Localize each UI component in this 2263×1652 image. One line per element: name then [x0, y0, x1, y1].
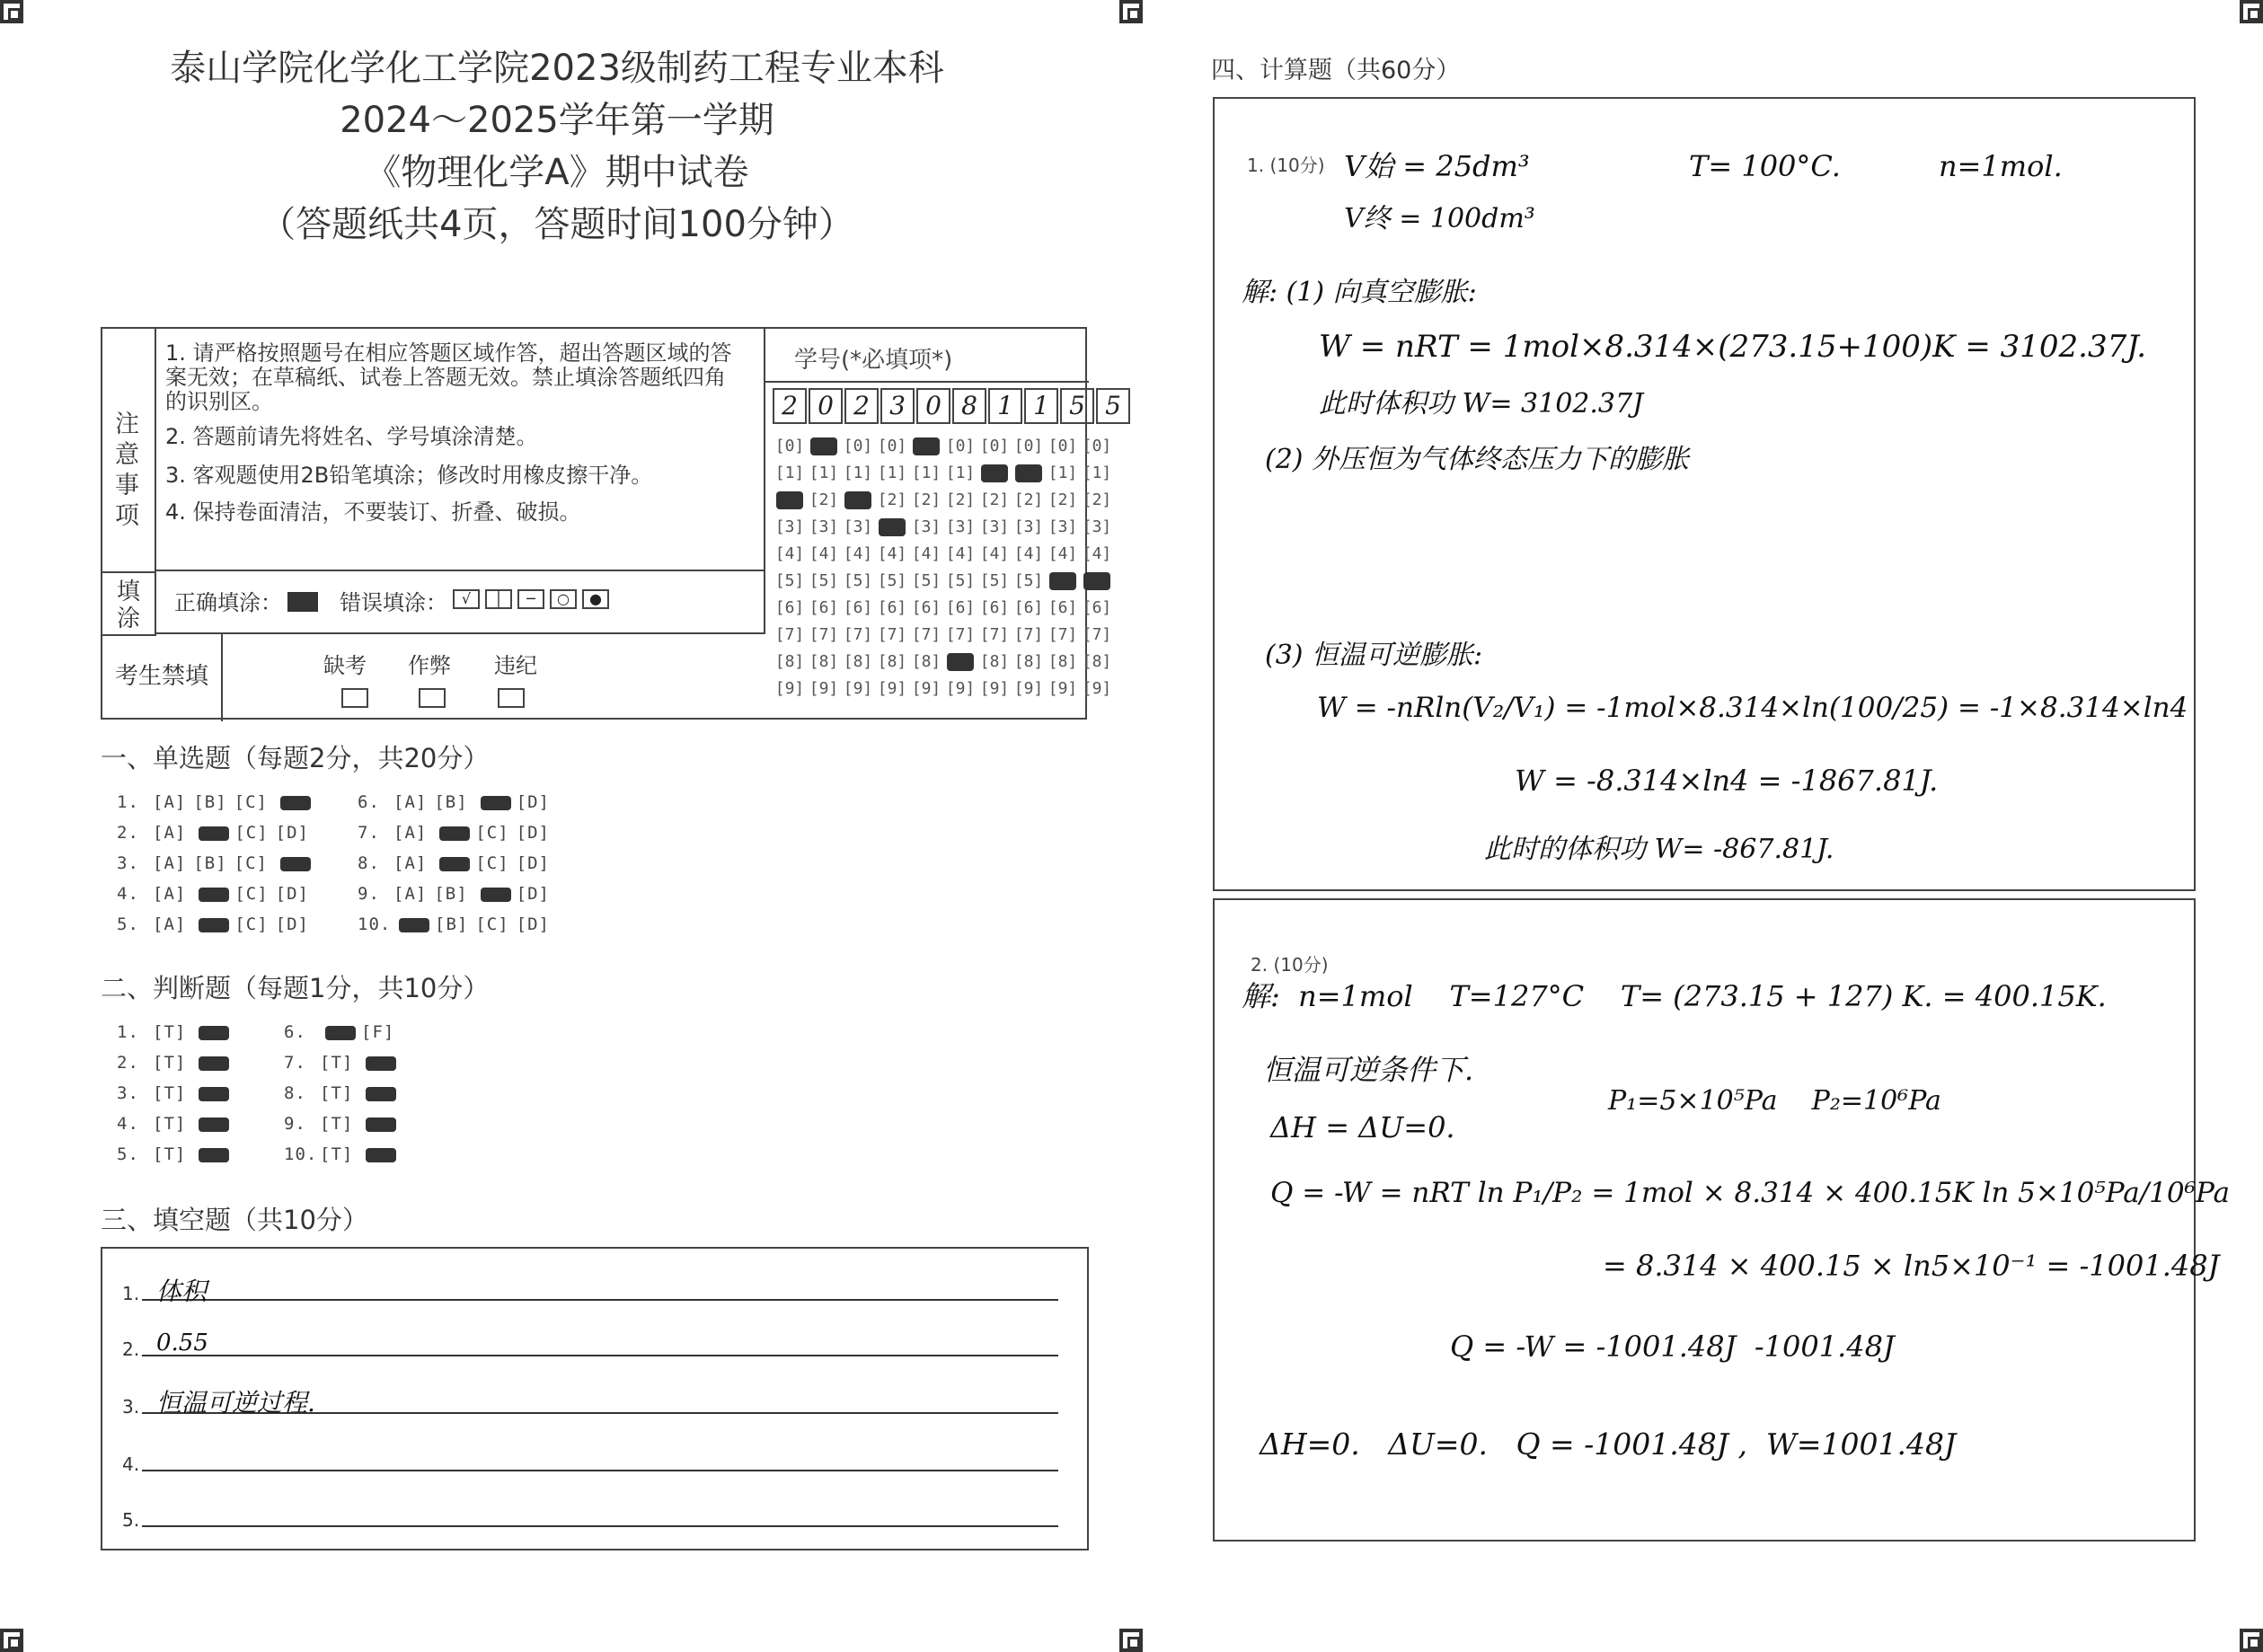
- wrong-mark-dash: ─: [517, 589, 544, 609]
- exam-label: 考生禁填: [115, 663, 209, 690]
- student-id-bubble[interactable]: [0]: [1013, 437, 1044, 455]
- question-number: 8.: [284, 1083, 306, 1103]
- question-number: 10.: [284, 1144, 318, 1164]
- question-number: 7.: [284, 1053, 306, 1073]
- calc-q2-box: [1213, 898, 2230, 1542]
- student-id-digit: 0: [809, 388, 843, 424]
- student-id-bubble[interactable]: [5]: [979, 571, 1010, 590]
- header-line-1: 泰山学院化学化工学院2023级制药工程专业本科: [170, 48, 944, 89]
- student-id-bubble[interactable]: [0]: [1082, 437, 1112, 455]
- student-id-bubble[interactable]: [8]: [877, 652, 907, 671]
- student-id-digits: [773, 388, 1132, 424]
- header-line-3: 《物理化学A》期中试卷: [365, 152, 749, 193]
- question-row: [284, 1109, 402, 1139]
- student-id-bubble[interactable]: [1]: [1048, 464, 1078, 482]
- student-id-bubble[interactable]: [1]: [1082, 464, 1112, 482]
- student-id-bubbles: [773, 433, 1114, 702]
- answer-bubble-filled[interactable]: [366, 1148, 396, 1162]
- calc-q1-box: [1213, 97, 2196, 891]
- student-id-bubble[interactable]: [943, 649, 977, 676]
- answer-bubble-filled[interactable]: [199, 826, 229, 841]
- answer-bubble-filled[interactable]: [199, 918, 229, 932]
- question-row: [117, 1017, 234, 1047]
- answer-bubble-filled[interactable]: [199, 1026, 229, 1040]
- student-id-bubble[interactable]: [5]: [843, 571, 873, 590]
- q1-line-4: V终 = 100dm³: [1344, 203, 1535, 234]
- student-id-bubble[interactable]: [6]: [1082, 598, 1112, 617]
- correct-fill-mark: [287, 592, 318, 612]
- header-line-2: 2024～2025学年第一学期: [340, 100, 774, 141]
- notice-item-4: 4. 保持卷面清洁，不要装订、折叠、破损。: [165, 499, 581, 525]
- correct-fill-label: 正确填涂：: [174, 590, 282, 615]
- answer-bubble[interactable]: [T]: [153, 1022, 187, 1042]
- student-id-bubble[interactable]: [8]: [1013, 652, 1044, 671]
- question-number: 9.: [284, 1114, 306, 1134]
- corner-mark-bm: [1119, 1629, 1143, 1652]
- blank-4-num: 4.: [122, 1453, 140, 1475]
- answer-bubble[interactable]: [A]: [153, 884, 187, 904]
- student-id-bubble[interactable]: [6]: [809, 598, 839, 617]
- student-id-bubble[interactable]: [7]: [945, 625, 976, 644]
- student-id-bubble[interactable]: [7]: [979, 625, 1010, 644]
- student-id-bubble[interactable]: [9]: [911, 679, 941, 698]
- answer-bubble[interactable]: [T]: [153, 1053, 187, 1073]
- question-number: 3.: [117, 1083, 139, 1103]
- q2-line-7: Q = -W = -1001.48J -1001.48J: [1450, 1330, 1895, 1364]
- student-id-digit: 5: [1060, 388, 1094, 424]
- student-id-bubble[interactable]: [8]: [1048, 652, 1078, 671]
- blank-1-num: 1.: [122, 1283, 140, 1304]
- answer-bubble[interactable]: [F]: [361, 1022, 395, 1042]
- answer-bubble[interactable]: [B]: [434, 792, 468, 812]
- corner-mark-tl: [0, 0, 23, 23]
- answer-bubble-filled[interactable]: [199, 1087, 229, 1101]
- wrong-mark-check: √: [453, 589, 480, 609]
- student-id-bubble[interactable]: [5]: [1013, 571, 1044, 590]
- answer-bubble[interactable]: [T]: [320, 1114, 354, 1134]
- student-id-bubble[interactable]: [2]: [911, 490, 941, 509]
- student-id-bubble[interactable]: [3]: [1082, 517, 1112, 536]
- student-id-bubble[interactable]: [7]: [843, 625, 873, 644]
- question-number: 5.: [117, 1144, 139, 1164]
- answer-bubble[interactable]: [A]: [393, 884, 428, 904]
- student-id-bubble[interactable]: [7]: [1082, 625, 1112, 644]
- student-id-digit: 3: [880, 388, 915, 424]
- student-id-bubble[interactable]: [6]: [1013, 598, 1044, 617]
- student-id-bubble[interactable]: [4]: [774, 544, 805, 563]
- student-id-bubble[interactable]: [909, 433, 943, 460]
- judge-col2: [284, 1017, 402, 1170]
- student-id-bubble[interactable]: [3]: [774, 517, 805, 536]
- student-id-bubble[interactable]: [0]: [843, 437, 873, 455]
- student-id-bubble[interactable]: [4]: [1048, 544, 1078, 563]
- corner-mark-br: [2240, 1629, 2263, 1652]
- wrong-mark-dot: ●: [582, 589, 609, 609]
- question-row: [117, 817, 316, 848]
- absent-label: 缺考: [323, 653, 367, 678]
- question-number: 10.: [358, 914, 392, 934]
- question-row: [117, 909, 316, 940]
- q1-line-7: 此时体积功 W= 3102.37J: [1319, 388, 1644, 420]
- student-id-bubble[interactable]: [8]: [1082, 652, 1112, 671]
- q2-line-3: P₁=5×10⁵Pa P₂=10⁶Pa: [1608, 1085, 1941, 1117]
- student-id-bubble[interactable]: [8]: [979, 652, 1010, 671]
- wrong-mark-circle: ○: [550, 589, 577, 609]
- student-id-bubble[interactable]: [2]: [945, 490, 976, 509]
- student-id-bubble[interactable]: [1]: [877, 464, 907, 482]
- answer-bubble[interactable]: [A]: [153, 914, 187, 934]
- question-number: 1.: [117, 792, 139, 812]
- q1-line-8: (2) 外压恒为气体终态压力下的膨胀: [1265, 444, 1690, 475]
- student-id-bubble[interactable]: [6]: [774, 598, 805, 617]
- single-choice-col1: [117, 787, 316, 940]
- answer-bubble[interactable]: [A]: [153, 853, 187, 873]
- answer-bubble[interactable]: [D]: [516, 853, 550, 873]
- q1-line-5: 解: (1) 向真空膨胀:: [1242, 277, 1477, 308]
- question-row: [117, 848, 316, 879]
- answer-bubble-filled[interactable]: [199, 1148, 229, 1162]
- header-line-4: （答题纸共4页，答题时间100分钟）: [260, 204, 854, 245]
- student-id-bubble[interactable]: [0]: [979, 437, 1010, 455]
- answer-bubble-filled[interactable]: [199, 1118, 229, 1132]
- student-id-bubble[interactable]: [6]: [1048, 598, 1078, 617]
- notice-item-2: 2. 答题前请先将姓名、学号填涂清楚。: [165, 424, 538, 449]
- question-row: [358, 787, 557, 817]
- answer-bubble-filled[interactable]: [439, 826, 470, 841]
- student-id-bubble[interactable]: [5]: [945, 571, 976, 590]
- student-id-bubble[interactable]: [977, 460, 1012, 487]
- notice-label: 注意事项: [115, 411, 139, 530]
- section3-title: 三、填空题（共10分）: [101, 1205, 368, 1235]
- student-id-bubble[interactable]: [2]: [1082, 490, 1112, 509]
- answer-bubble[interactable]: [A]: [393, 792, 428, 812]
- student-id-bubble[interactable]: [6]: [911, 598, 941, 617]
- student-id-bubble[interactable]: [0]: [774, 437, 805, 455]
- answer-bubble-filled[interactable]: [366, 1056, 396, 1071]
- student-id-bubble[interactable]: [0]: [1048, 437, 1078, 455]
- student-id-bubble[interactable]: [2]: [809, 490, 839, 509]
- corner-mark-tr: [2240, 0, 2263, 23]
- answer-bubble[interactable]: [C]: [475, 823, 509, 843]
- student-id-bubble[interactable]: [8]: [843, 652, 873, 671]
- student-id-bubble[interactable]: [1080, 568, 1114, 595]
- student-id-bubble[interactable]: [3]: [843, 517, 873, 536]
- cheat-label: 作弊: [408, 653, 451, 678]
- wrong-fill-label: 错误填涂：: [340, 590, 447, 615]
- student-id-bubble[interactable]: [875, 514, 909, 541]
- question-number: 8.: [358, 853, 380, 873]
- student-id-bubble[interactable]: [0]: [877, 437, 907, 455]
- blank-5-num: 5.: [122, 1509, 140, 1531]
- question-row: [117, 879, 316, 909]
- violation-checkbox[interactable]: [498, 688, 525, 708]
- notice-item-3: 3. 客观题使用2B铅笔填涂；修改时用橡皮擦干净。: [165, 463, 653, 488]
- q2-line-8: ΔH=0. ΔU=0. Q = -1001.48J , W=1001.48J: [1260, 1427, 1957, 1462]
- answer-bubble[interactable]: [D]: [516, 823, 550, 843]
- student-id-bubble[interactable]: [3]: [1013, 517, 1044, 536]
- blank-3-answer: 恒温可逆过程.: [156, 1388, 315, 1418]
- student-id-bubble[interactable]: [8]: [809, 652, 839, 671]
- absent-checkbox[interactable]: [341, 688, 368, 708]
- answer-bubble-filled[interactable]: [199, 1056, 229, 1071]
- answer-bubble[interactable]: [A]: [153, 792, 187, 812]
- student-id-bubble[interactable]: [3]: [979, 517, 1010, 536]
- question-number: 4.: [117, 884, 139, 904]
- answer-bubble-filled[interactable]: [366, 1118, 396, 1132]
- student-id-digit: 2: [844, 388, 879, 424]
- blank-1-answer: 体积: [156, 1277, 208, 1306]
- question-number: 9.: [358, 884, 380, 904]
- student-id-bubble[interactable]: [773, 487, 807, 514]
- student-id-bubble[interactable]: [7]: [877, 625, 907, 644]
- student-id-bubble[interactable]: [4]: [945, 544, 976, 563]
- answer-bubble[interactable]: [A]: [153, 823, 187, 843]
- fill-label: 填涂: [117, 579, 141, 632]
- answer-bubble[interactable]: [C]: [234, 884, 269, 904]
- notice-item-1: 1. 请严格按照题号在相应答题区域作答，超出答题区域的答案无效；在草稿纸、试卷上答题无效。禁止填涂答题纸四角的识别区。: [165, 340, 732, 414]
- corner-mark-bl: [0, 1629, 23, 1652]
- answer-bubble[interactable]: [B]: [193, 792, 227, 812]
- student-id-bubble[interactable]: [2]: [877, 490, 907, 509]
- answer-bubble[interactable]: [C]: [234, 792, 268, 812]
- answer-bubble[interactable]: [D]: [516, 914, 550, 934]
- q1-line-9: (3) 恒温可逆膨胀:: [1265, 640, 1483, 671]
- student-id-bubble[interactable]: [5]: [877, 571, 907, 590]
- student-id-bubble[interactable]: [3]: [1048, 517, 1078, 536]
- question-number: 5.: [117, 914, 139, 934]
- question-number: 7.: [358, 823, 380, 843]
- answer-bubble[interactable]: [C]: [234, 823, 269, 843]
- answer-bubble[interactable]: [T]: [153, 1144, 187, 1164]
- student-id-bubble[interactable]: [9]: [945, 679, 976, 698]
- question-row: [117, 1109, 234, 1139]
- student-id-bubble[interactable]: [2]: [979, 490, 1010, 509]
- answer-bubble[interactable]: [D]: [275, 914, 309, 934]
- question-row: [358, 879, 557, 909]
- answer-bubble-filled[interactable]: [199, 888, 229, 902]
- question-number: 2.: [117, 823, 139, 843]
- student-id-bubble[interactable]: [4]: [1013, 544, 1044, 563]
- student-id-bubble[interactable]: [1]: [945, 464, 976, 482]
- question-number: 2.: [117, 1053, 139, 1073]
- student-id-bubble[interactable]: [9]: [1082, 679, 1112, 698]
- question-row: [117, 1047, 234, 1078]
- student-id-bubble[interactable]: [6]: [843, 598, 873, 617]
- notice-box: [101, 327, 1121, 720]
- student-id-bubble[interactable]: [9]: [774, 679, 805, 698]
- q2-line-4: ΔH = ΔU=0.: [1270, 1110, 1455, 1144]
- student-id-bubble[interactable]: [4]: [1082, 544, 1112, 563]
- q2-line-2: 恒温可逆条件下.: [1263, 1053, 1474, 1087]
- student-id-bubble[interactable]: [2]: [1013, 490, 1044, 509]
- student-id-bubble[interactable]: [1]: [911, 464, 941, 482]
- student-id-bubble[interactable]: [6]: [877, 598, 907, 617]
- student-id-bubble[interactable]: [3]: [911, 517, 941, 536]
- wrong-mark-bar: │: [485, 589, 512, 609]
- student-id-bubble[interactable]: [9]: [809, 679, 839, 698]
- student-id-bubble[interactable]: [6]: [945, 598, 976, 617]
- answer-bubble-filled[interactable]: [399, 918, 429, 932]
- answer-bubble-filled[interactable]: [481, 796, 511, 810]
- q1-line-10: W = -nRln(V₂/V₁) = -1mol×8.314×ln(100/25) = -1×8.314×ln4: [1317, 692, 2188, 724]
- student-id-digit: 1: [988, 388, 1022, 424]
- student-id-digit: 0: [916, 388, 950, 424]
- student-id-digit: 8: [952, 388, 986, 424]
- student-id-bubble[interactable]: [9]: [979, 679, 1010, 698]
- answer-bubble[interactable]: [B]: [435, 914, 469, 934]
- question-row: [284, 1047, 402, 1078]
- single-choice-col2: [358, 787, 557, 940]
- answer-bubble[interactable]: [A]: [393, 853, 428, 873]
- answer-bubble[interactable]: [C]: [234, 853, 268, 873]
- answer-bubble[interactable]: [C]: [475, 914, 509, 934]
- q1-line-12: 此时的体积功 W= -867.81J.: [1484, 834, 1834, 865]
- section4-title: 四、计算题（共60分）: [1211, 57, 1461, 84]
- student-id-bubble[interactable]: [4]: [979, 544, 1010, 563]
- student-id-bubble[interactable]: [8]: [911, 652, 941, 671]
- question-row: [358, 909, 557, 940]
- answer-bubble[interactable]: [D]: [275, 884, 309, 904]
- student-id-bubble[interactable]: [4]: [911, 544, 941, 563]
- student-id-bubble[interactable]: [5]: [774, 571, 805, 590]
- blank-3-num: 3.: [122, 1396, 140, 1418]
- student-id-bubble[interactable]: [7]: [911, 625, 941, 644]
- student-id-bubble[interactable]: [4]: [877, 544, 907, 563]
- student-id-bubble[interactable]: [9]: [1013, 679, 1044, 698]
- question-row: [117, 787, 316, 817]
- student-id-bubble[interactable]: [4]: [809, 544, 839, 563]
- cheat-checkbox[interactable]: [419, 688, 446, 708]
- q1-line-11: W = -8.314×ln4 = -1867.81J.: [1515, 764, 1939, 798]
- student-id-label: 学号(*必填项*): [794, 347, 953, 374]
- section2-title: 二、判断题（每题1分，共10分）: [101, 973, 490, 1003]
- student-id-bubble[interactable]: [5]: [911, 571, 941, 590]
- answer-bubble[interactable]: [D]: [516, 884, 550, 904]
- answer-bubble-filled[interactable]: [280, 796, 311, 810]
- student-id-bubble[interactable]: [9]: [1048, 679, 1078, 698]
- question-row: [117, 1078, 234, 1109]
- answer-bubble[interactable]: [D]: [516, 792, 550, 812]
- q2-line-5: Q = -W = nRT ln P₁/P₂ = 1mol × 8.314 × 400.15K ln 5×10⁵Pa/10⁶Pa: [1270, 1177, 2230, 1209]
- answer-bubble[interactable]: [B]: [434, 884, 468, 904]
- q1-line-3: n=1mol.: [1939, 149, 2063, 183]
- student-id-bubble[interactable]: [1012, 460, 1046, 487]
- answer-bubble[interactable]: [D]: [275, 823, 309, 843]
- student-id-bubble[interactable]: [1]: [843, 464, 873, 482]
- student-id-bubble[interactable]: [0]: [945, 437, 976, 455]
- student-id-bubble[interactable]: [7]: [1013, 625, 1044, 644]
- question-row: [358, 817, 557, 848]
- student-id-bubble[interactable]: [8]: [774, 652, 805, 671]
- corner-mark-tm: [1119, 0, 1143, 23]
- answer-bubble-filled[interactable]: [481, 888, 511, 902]
- student-id-bubble[interactable]: [5]: [809, 571, 839, 590]
- student-id-bubble[interactable]: [4]: [843, 544, 873, 563]
- student-id-bubble[interactable]: [3]: [809, 517, 839, 536]
- student-id-digit: 2: [773, 388, 807, 424]
- violation-label: 违纪: [494, 653, 537, 678]
- student-id-bubble[interactable]: [9]: [843, 679, 873, 698]
- student-id-bubble[interactable]: [841, 487, 875, 514]
- question-number: 6.: [358, 792, 380, 812]
- question-row: [358, 848, 557, 879]
- answer-bubble[interactable]: [B]: [193, 853, 227, 873]
- question-row: [117, 1139, 234, 1170]
- student-id-bubble[interactable]: [6]: [979, 598, 1010, 617]
- answer-bubble[interactable]: [T]: [320, 1144, 354, 1164]
- q1-line-2: T= 100°C.: [1689, 149, 1841, 183]
- answer-bubble[interactable]: [T]: [153, 1114, 187, 1134]
- student-id-bubble[interactable]: [807, 433, 841, 460]
- student-id-bubble[interactable]: [7]: [774, 625, 805, 644]
- blank-2-answer: 0.55: [156, 1330, 208, 1356]
- blank-2-num: 2.: [122, 1338, 140, 1360]
- section1-title: 一、单选题（每题2分，共20分）: [101, 743, 490, 773]
- q1-line-1: V始 = 25dm³: [1344, 149, 1530, 183]
- student-id-bubble[interactable]: [3]: [945, 517, 976, 536]
- answer-bubble[interactable]: [T]: [320, 1053, 354, 1073]
- answer-bubble-filled[interactable]: [439, 857, 470, 871]
- student-id-digit: 5: [1096, 388, 1130, 424]
- student-id-bubble[interactable]: [7]: [809, 625, 839, 644]
- student-id-bubble[interactable]: [9]: [877, 679, 907, 698]
- answer-bubble[interactable]: [T]: [320, 1083, 354, 1103]
- answer-bubble[interactable]: [A]: [393, 823, 428, 843]
- student-id-bubble[interactable]: [2]: [1048, 490, 1078, 509]
- question-number: 4.: [117, 1114, 139, 1134]
- question-row: [284, 1078, 402, 1109]
- answer-bubble-filled[interactable]: [280, 857, 311, 871]
- q2-label: 2. (10分): [1251, 954, 1329, 976]
- student-id-digit: 1: [1024, 388, 1058, 424]
- question-row: [284, 1017, 402, 1047]
- answer-bubble[interactable]: [T]: [153, 1083, 187, 1103]
- q1-label: 1. (10分): [1247, 155, 1325, 176]
- q2-line-6: = 8.314 × 400.15 × ln5×10⁻¹ = -1001.48J: [1603, 1249, 2220, 1283]
- question-number: 6.: [284, 1022, 306, 1042]
- question-row: [284, 1139, 402, 1170]
- student-id-bubble[interactable]: [1]: [809, 464, 839, 482]
- q2-line-1: 解: n=1mol T=127°C T= (273.15 + 127) K. = 400.15K.: [1242, 979, 2107, 1013]
- answer-bubble-filled[interactable]: [325, 1026, 356, 1040]
- q1-line-6: W = nRT = 1mol×8.314×(273.15+100)K = 3102.37J.: [1319, 329, 2147, 365]
- question-number: 3.: [117, 853, 139, 873]
- fill-blank-box: [101, 1247, 1089, 1550]
- judge-col1: [117, 1017, 234, 1170]
- student-id-bubble[interactable]: [1046, 568, 1080, 595]
- answer-bubble[interactable]: [C]: [475, 853, 509, 873]
- answer-bubble[interactable]: [C]: [234, 914, 269, 934]
- question-number: 1.: [117, 1022, 139, 1042]
- student-id-bubble[interactable]: [1]: [774, 464, 805, 482]
- answer-bubble-filled[interactable]: [366, 1087, 396, 1101]
- student-id-bubble[interactable]: [7]: [1048, 625, 1078, 644]
